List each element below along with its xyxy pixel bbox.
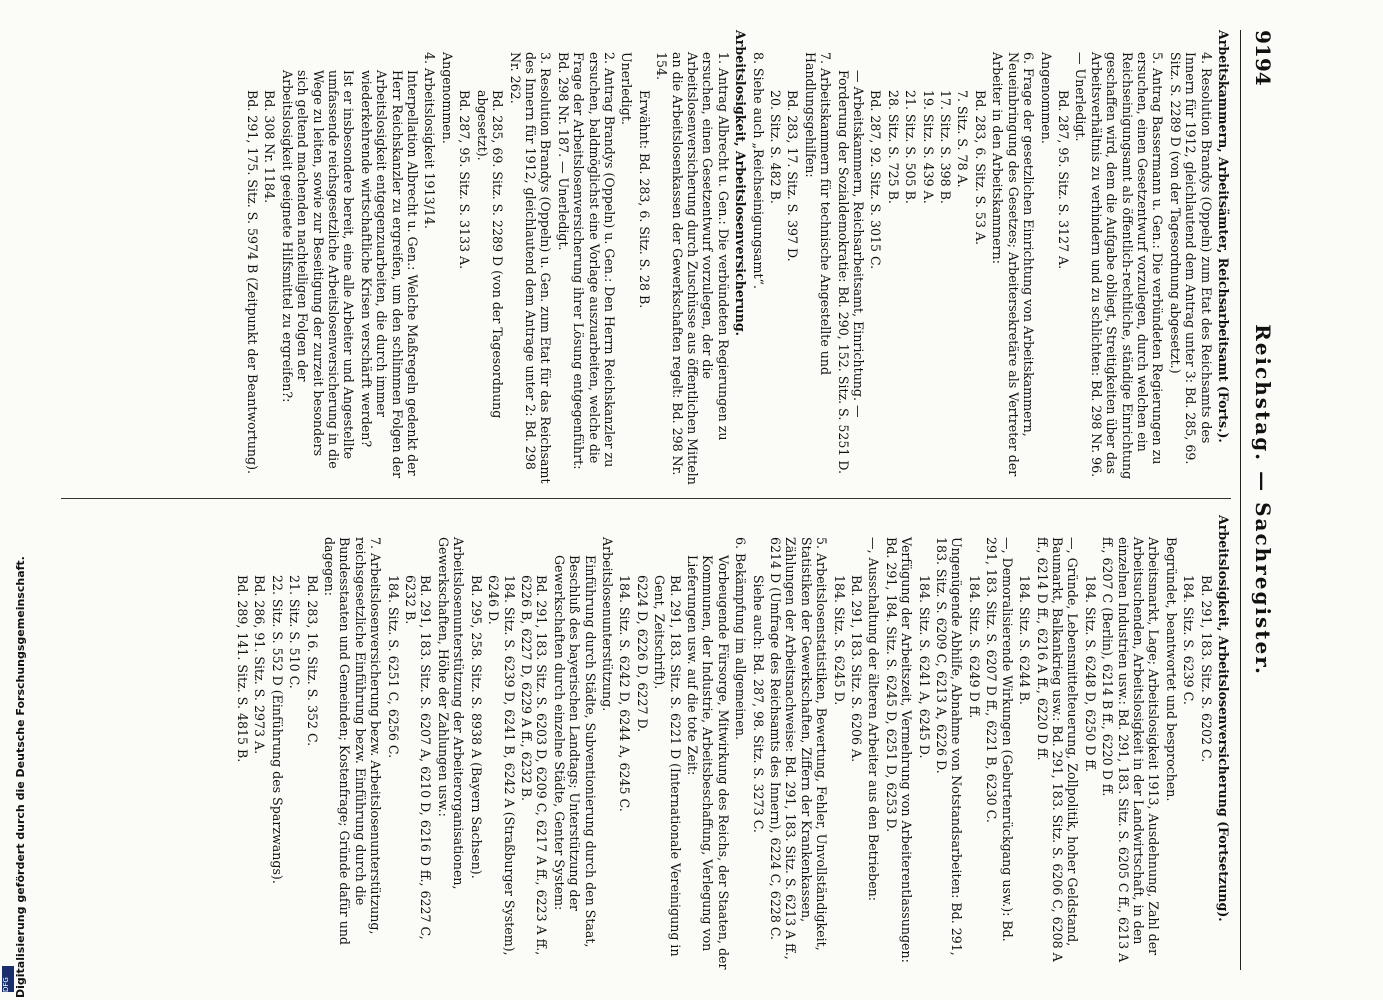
left-column: [243, 30, 1231, 485]
index-entry: 184. Sitz. S. 6251 C, 6256 C.: [385, 575, 401, 759]
column-divider: [61, 498, 1231, 499]
index-entry: 184. Sitz. S. 6239 D, 6241 B, 6242 A (Straßburger System), 6246 D.: [486, 575, 517, 956]
index-entry: Bd. 283, 17. Sitz. S. 397 D.: [785, 90, 801, 262]
index-entry: 21. Sitz. S. 510 C.: [287, 575, 303, 689]
index-entry: Bd. 291, 183. Sitz. S. 6221 D (Internationale Vereinigung in Gent, Zeitschrift).: [652, 575, 683, 957]
index-entry: 17. Sitz. S. 398 B.: [938, 90, 954, 204]
page-title: Reichstag. — Sachregister.: [1251, 324, 1275, 676]
index-entry: 28. Sitz. S. 725 B.: [885, 90, 901, 204]
index-entry: Einführung durch Städte, Subventionierung durch den Staat, Beschluß des bayerischen Landtags; Unterstützung der Gewerkschaften durch einzelne Städte, Genter System:: [551, 555, 598, 948]
index-entry: Unerledigt.: [619, 52, 635, 125]
index-entry: 6. Frage der gesetzlichen Einrichtung von Arbeitskammern, Neueinbringung des Gesetzes; Arbeitersekretäre als Vertreter der Arbeiter in den Arbeitskammern:: [990, 52, 1037, 477]
index-entry: 1. Antrag Albrecht u. Gen.: Die verbündeten Regierungen zu ersuchen, einen Gesetzentwurf vorzulegen, der die Arbeitslosenversicherung durch Zuschüsse aus öffentlichen Mitteln an die Arbeitslosenkassen der Gewerkschaften regelt: Bd. 298 Nr. 154.: [654, 52, 731, 485]
index-entry: 5. Antrag Bassermann u. Gen.: Die verbündeten Regierungen zu ersuchen, einen Gesetzentwurf vorzulegen, durch welchen ein Reichseinigungsamt als öffentlich-rechtliche, ständige Einrichtung geschaffen wird, dem die Aufgabe obliegt, Streitigkeiten über das Arbeitsverhältnis zu verhindern und zu schlichten: Bd. 298 Nr. 96. — Unerledigt.: [1073, 52, 1166, 480]
index-entry: Angenommen.: [439, 52, 455, 144]
index-entry: 22. Sitz. S. 552 D (Einführung des Sparzwangs).: [269, 575, 285, 884]
index-entry: Bd. 285, 69. Sitz. S. 2289 D (von der Tagesordnung abgesetzt).: [474, 90, 506, 419]
index-entry: Bd. 283, 16. Sitz. S. 352 C.: [304, 575, 320, 747]
index-entry: Verfügung der Arbeitszeit, Vermehrung von Arbeiterentlassungen: Bd. 291, 184. Sitz. S. 6245 D, 6251 D, 6253 D.: [883, 537, 915, 963]
index-entry: Begründet, beantwortet und besprochen.: [1163, 537, 1179, 802]
index-entry: 184. Sitz. S. 6242 D, 6244 A, 6245 C.: [617, 575, 633, 812]
index-entry: Arbeitslosenunterstützung der Arbeiterorganisationen, Gewerkschaften, Höhe der Zahlungen usw.:: [435, 537, 467, 890]
index-entry: Bd. 291, 183. Sitz. S. 6202 C.: [1198, 575, 1214, 763]
index-entry: 5. Arbeitslosenstatistiken, Bewertung, Fehler, Unvollständigkeit, Statistiken der Gewerkschaften, Ziffern der Krankenkassen, Zählungen der Arbeitsnachweise: Bd. 291, 183. Sitz. S. 6213 A ff., 6214 D (Umfrage des Reichsamts des Innern), 6224 C, 6228 C.: [768, 537, 830, 960]
index-entry: 7. Sitz. S. 78 A.: [955, 90, 971, 188]
index-entry: Bd. 286, 91. Sitz. S. 2973 A.: [252, 575, 268, 755]
index-entry: Interpellation Albrecht u. Gen.: Welche Maßregeln gedenkt der Herr Reichskanzler zu ergreifen, um den schlimmen Folgen der Arbeitslosigkeit entgegenzuarbeiten, die durch immer wiederkehrende wirtschaftliche Krisen verschärft werden?: [358, 70, 421, 479]
index-entry: 184. Sitz. S. 6249 D ff.: [966, 575, 982, 719]
index-entry: Ist er insbesondere bereit, eine alle Arbeiter und Angestellte umfassende reichsgesetzliche Arbeitslosenversicherung in die Wege zu leiten, sowie zur Beseitigung der zurzeit besonders sich geltend machenden nachteiligen Folgen der Arbeitslosigkeit geeignete Hilfsmittel zu ergreifen?:: [279, 70, 357, 469]
index-entry: 19. Sitz. S. 439 A.: [920, 90, 936, 204]
index-entry: Siehe auch: Bd. 287, 98. Sitz. S. 3273 C.: [750, 575, 766, 833]
index-entry: Arbeitslosenunterstützung.: [599, 537, 615, 712]
right-column: [233, 515, 1231, 970]
index-entry: 20. Sitz. S. 482 B.: [768, 90, 784, 204]
section-heading: Arbeitslosigkeit, Arbeitslosenversicherung.: [733, 30, 749, 337]
page-header: [1245, 30, 1275, 970]
index-entry: Vorbeugende Fürsorge, Mitwirkung des Reichs, der Staaten, der Kommunen, der Industrie, Arbeitsbeschaffung, Verlegung von Lieferungen usw. auf die tote Zeit:: [685, 555, 731, 970]
index-entry: 8. Siehe auch „Reichseinigungsamt“.: [750, 52, 766, 289]
index-entry: 2. Antrag Brandys (Oppeln) u. Gen.: Den Herrn Reichskanzler zu ersuchen, baldmöglichst eine Vorlage auszuarbeiten, welche die Frage der Arbeitslosenversicherung ihrer Lösung entgegenführt: Bd. 298 Nr. 187. — Unerledigt.: [555, 52, 617, 470]
index-entry: — Arbeitskammern, Reichsarbeitsamt, Einrichtung. — Forderung der Sozialdemokratie: Bd. 290, 152. Sitz. S. 5251 D.: [835, 70, 867, 475]
index-entry: 184. Sitz. S. 6239 C.: [1181, 575, 1197, 705]
index-entry: Bd. 291, 175. Sitz. S. 5974 B (Zeitpunkt der Beantwortung).: [245, 90, 261, 475]
index-entry: 7. Arbeitslosenversicherung bezw. Arbeitslosenunterstützung, reichsgesetzliche Einführung bezw. Einführung durch die Bundesstaaten und Gemeinden; Kostenfrage; Gründe dafür und dagegen:: [322, 537, 384, 945]
header-rule: [1240, 30, 1241, 970]
index-entry: —, Gründe, Lebensmittelteuerung, Zollpolitik, hoher Geldstand, Baumarkt, Balkankrieg usw.: Bd. 291, 183. Sitz. S. 6206 C, 6208 A ff., 6214 D ff., 6216 A ff., 6220 D ff.: [1034, 537, 1081, 962]
index-entry: 184. Sitz. S. 6245 D.: [831, 575, 847, 706]
index-entry: 7. Arbeitskammern für technische Angestellte und Handlungsgehilfen:: [802, 52, 834, 376]
index-entry: —, Demoralisierende Wirkungen (Geburtenrückgang usw.): Bd. 291, 183. Sitz. S. 6207 D ff., 6221 B, 6230 C.: [984, 537, 1015, 942]
index-entry: Bd. 287, 95. Sitz. S. 3133 A.: [457, 90, 473, 270]
index-entry: Bd. 287, 92. Sitz. S. 3015 C.: [868, 90, 884, 270]
index-entry: Bd. 308 Nr. 1184.: [262, 90, 278, 204]
index-entry: Bd. 287, 95. Sitz. S. 3127 A.: [1055, 90, 1071, 270]
index-entry: 6224 D, 6226 D, 6227 D.: [634, 575, 650, 733]
digitization-credit: Digitalisierung gefördert durch die Deutsche Forschungsgemeinschaft.: [14, 556, 27, 998]
index-entry: Bd. 295, 258. Sitz. S. 8938 A (Bayern Sachsen).: [468, 575, 484, 879]
section-heading: Arbeitskammern, Arbeitsämter, Reichsarbeitsamt (Forts.).: [1216, 30, 1231, 443]
index-entry: Arbeitsmarkt, Lage; Arbeitslosigkeit 1913, Ausdehnung, Zahl der Arbeitsuchenden, Arbeitslosigkeit in der Landwirtschaft, in den einzelnen Industrien usw.: Bd. 291, 183. Sitz. S. 6205 C ff., 6213 A ff., 6207 C (Berlin), 6214 B ff., 6220 D ff.: [1100, 537, 1162, 963]
index-entry: Bd. 291, 183. Sitz. S. 6207 A, 6210 D, 6216 D ff., 6227 C, 6232 B.: [403, 575, 434, 940]
index-entry: Bd. 283, 6. Sitz. S. 53 A.: [972, 90, 988, 246]
index-entry: 4. Resolution Brandys (Oppeln) zum Etat des Reichsamts des Innern für 1912, gleichlautend dem Antrag unter 3: Bd. 285, 69. Sitz. S. 2289 D (von der Tagesordnung abgesetzt.): [1167, 52, 1214, 465]
section-heading: Arbeitslosigkeit, Arbeitslosenversicherung (Fortsetzung).: [1216, 515, 1231, 922]
index-entry: Ungenügende Abhilfe, Abnahme von Notstandsarbeiten: Bd. 291, 183. Sitz. S. 6209 C, 6213 A, 6226 D.: [934, 537, 965, 956]
page-number: 9194: [1251, 30, 1275, 86]
index-entry: 4. Arbeitslosigkeit 1913/14.: [422, 52, 438, 229]
index-entry: 184. Sitz. S. 6248 D, 6250 D ff.: [1082, 575, 1098, 772]
index-entry: Angenommen.: [1038, 52, 1054, 144]
index-entry: —, Ausschaltung der älteren Arbeiter aus den Betrieben:: [866, 537, 882, 902]
index-entry: 6. Bekämpfung im allgemeinen.: [733, 537, 749, 740]
index-entry: Bd. 291, 183. Sitz. S. 6206 A.: [849, 575, 865, 763]
index-entry: Bd. 289, 141. Sitz. S. 4815 B.: [235, 575, 251, 763]
index-entry: 21. Sitz. S. 505 B.: [903, 90, 919, 204]
index-entry: 184. Sitz. S. 6241 A, 6245 D.: [916, 575, 932, 759]
index-entry: Erwähnt: Bd. 283, 6. Sitz. S. 28 B.: [636, 90, 652, 309]
page-body: [35, 30, 1275, 970]
index-entry: 3. Resolution Brandys (Oppeln) u. Gen. zum Etat für das Reichsamt des Innern für 1912, gleichlautend dem Antrage unter 2: Bd. 298 Nr. 262.: [507, 52, 554, 484]
index-entry: Bd. 291, 183. Sitz. S. 6203 D, 6209 C, 6217 A ff., 6223 A ff., 6226 B, 6227 D, 6229 A ff., 6232 B.: [518, 575, 550, 956]
index-entry: 184. Sitz. S. 6244 B.: [1017, 575, 1033, 705]
dfg-logo: DFG: [2, 966, 14, 992]
